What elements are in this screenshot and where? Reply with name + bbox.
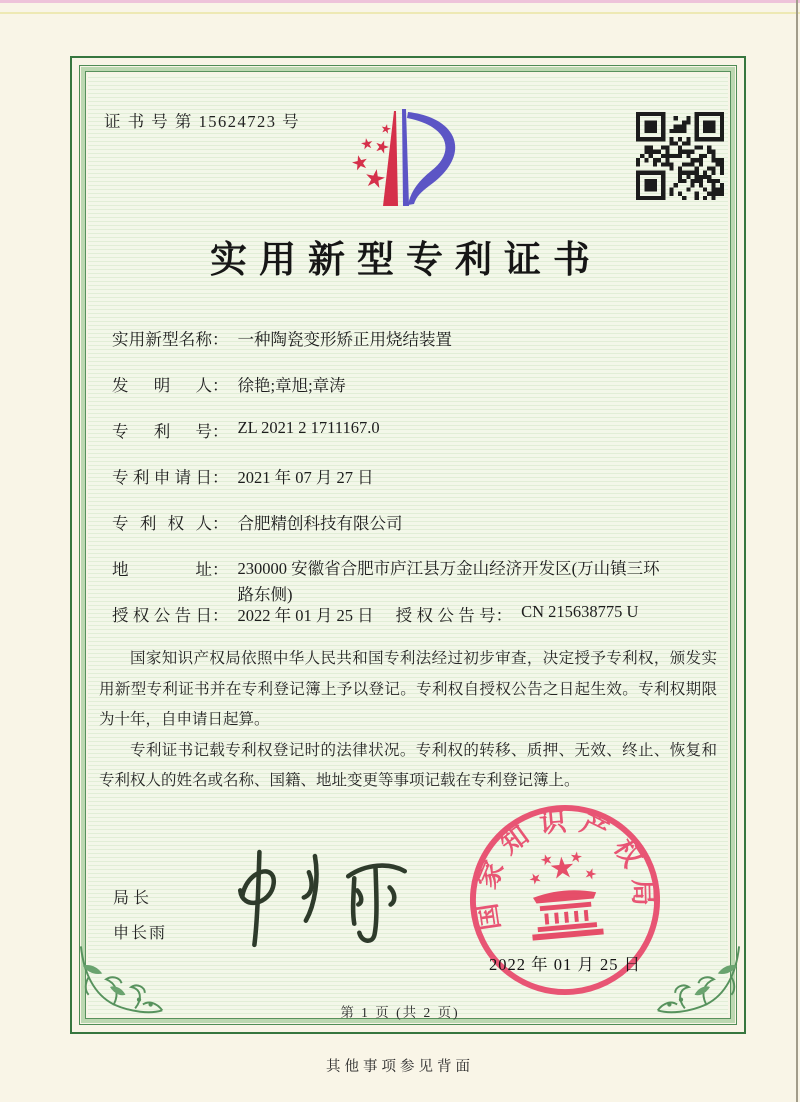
cnipa-logo-icon	[332, 106, 474, 218]
scan-edge-yellow	[0, 12, 800, 14]
field-value: ZL 2021 2 1711167.0	[237, 418, 380, 437]
scan-edge-pink	[0, 0, 800, 3]
director-title: 局长	[113, 890, 154, 907]
field-colon: ：	[212, 606, 229, 625]
field-colon: ：	[212, 514, 229, 533]
field-row-patentee	[112, 510, 403, 534]
director-signature	[212, 843, 434, 961]
page-number: 第 1 页 (共 2 页)	[340, 1005, 460, 1020]
field-value: 一种陶瓷变形矫正用烧结装置	[237, 330, 452, 349]
field-value: CN 215638775 U	[521, 602, 639, 621]
field-label: 授权公告日	[112, 606, 212, 625]
field-colon: ：	[212, 330, 229, 349]
legal-text	[99, 644, 717, 797]
field-row-name	[112, 326, 452, 350]
field-row-inventors	[112, 372, 346, 396]
field-row-filing-date	[112, 464, 374, 488]
field-colon: ：	[212, 560, 229, 579]
field-colon: ：	[212, 468, 229, 487]
field-colon: ：	[212, 376, 229, 395]
field-value: 2022 年 01 月 25 日	[237, 606, 374, 625]
seal-text: 国家知识产权局	[469, 805, 659, 933]
field-value: 2021 年 07 月 27 日	[237, 468, 374, 487]
legal-paragraph-2: 专利证书记载专利权登记时的法律状况。专利权的转移、质押、无效、终止、恢复和专利权人的姓名或名称、国籍、地址变更等事项记载在专利登记簿上。	[99, 741, 717, 789]
field-label: 地址	[112, 560, 212, 579]
field-label: 授权公告号	[395, 606, 496, 625]
director-name: 申长雨	[113, 925, 168, 942]
seal-date: 2022 年 01 月 25 日	[489, 955, 642, 974]
field-label: 专利权人	[112, 514, 212, 533]
legal-paragraph-1: 国家知识产权局依照中华人民共和国专利法经过初步审查，决定授予专利权，颁发实用新型专利证书并在专利登记簿上予以登记。专利权自授权公告之日起生效。专利权期限为十年，自申请日起算。	[99, 650, 717, 728]
field-row-grant	[112, 602, 638, 626]
certificate-title: 实用新型专利证书	[210, 240, 602, 281]
field-label: 专利号	[112, 422, 212, 441]
field-label: 实用新型名称	[112, 330, 212, 349]
field-colon: ：	[212, 422, 229, 441]
qr-code	[636, 112, 724, 200]
scan-edge-right	[796, 0, 798, 1102]
field-colon: ：	[495, 606, 513, 625]
official-seal-icon	[458, 793, 673, 1008]
field-label: 专利申请日	[112, 468, 212, 487]
field-row-patent-number	[112, 418, 380, 442]
back-note: 其他事项参见背面	[326, 1059, 474, 1075]
field-value: 徐艳;章旭;章涛	[237, 376, 346, 395]
field-label: 发明人	[112, 376, 212, 395]
field-value: 230000 安徽省合肥市庐江县万金山经济开发区(万山镇三环路东侧)	[237, 559, 660, 604]
field-value: 合肥精创科技有限公司	[237, 514, 403, 533]
national-emblem-icon	[525, 849, 604, 941]
field-row-address	[112, 556, 676, 608]
certificate-number: 证 书 号 第 15624723 号	[104, 112, 301, 131]
